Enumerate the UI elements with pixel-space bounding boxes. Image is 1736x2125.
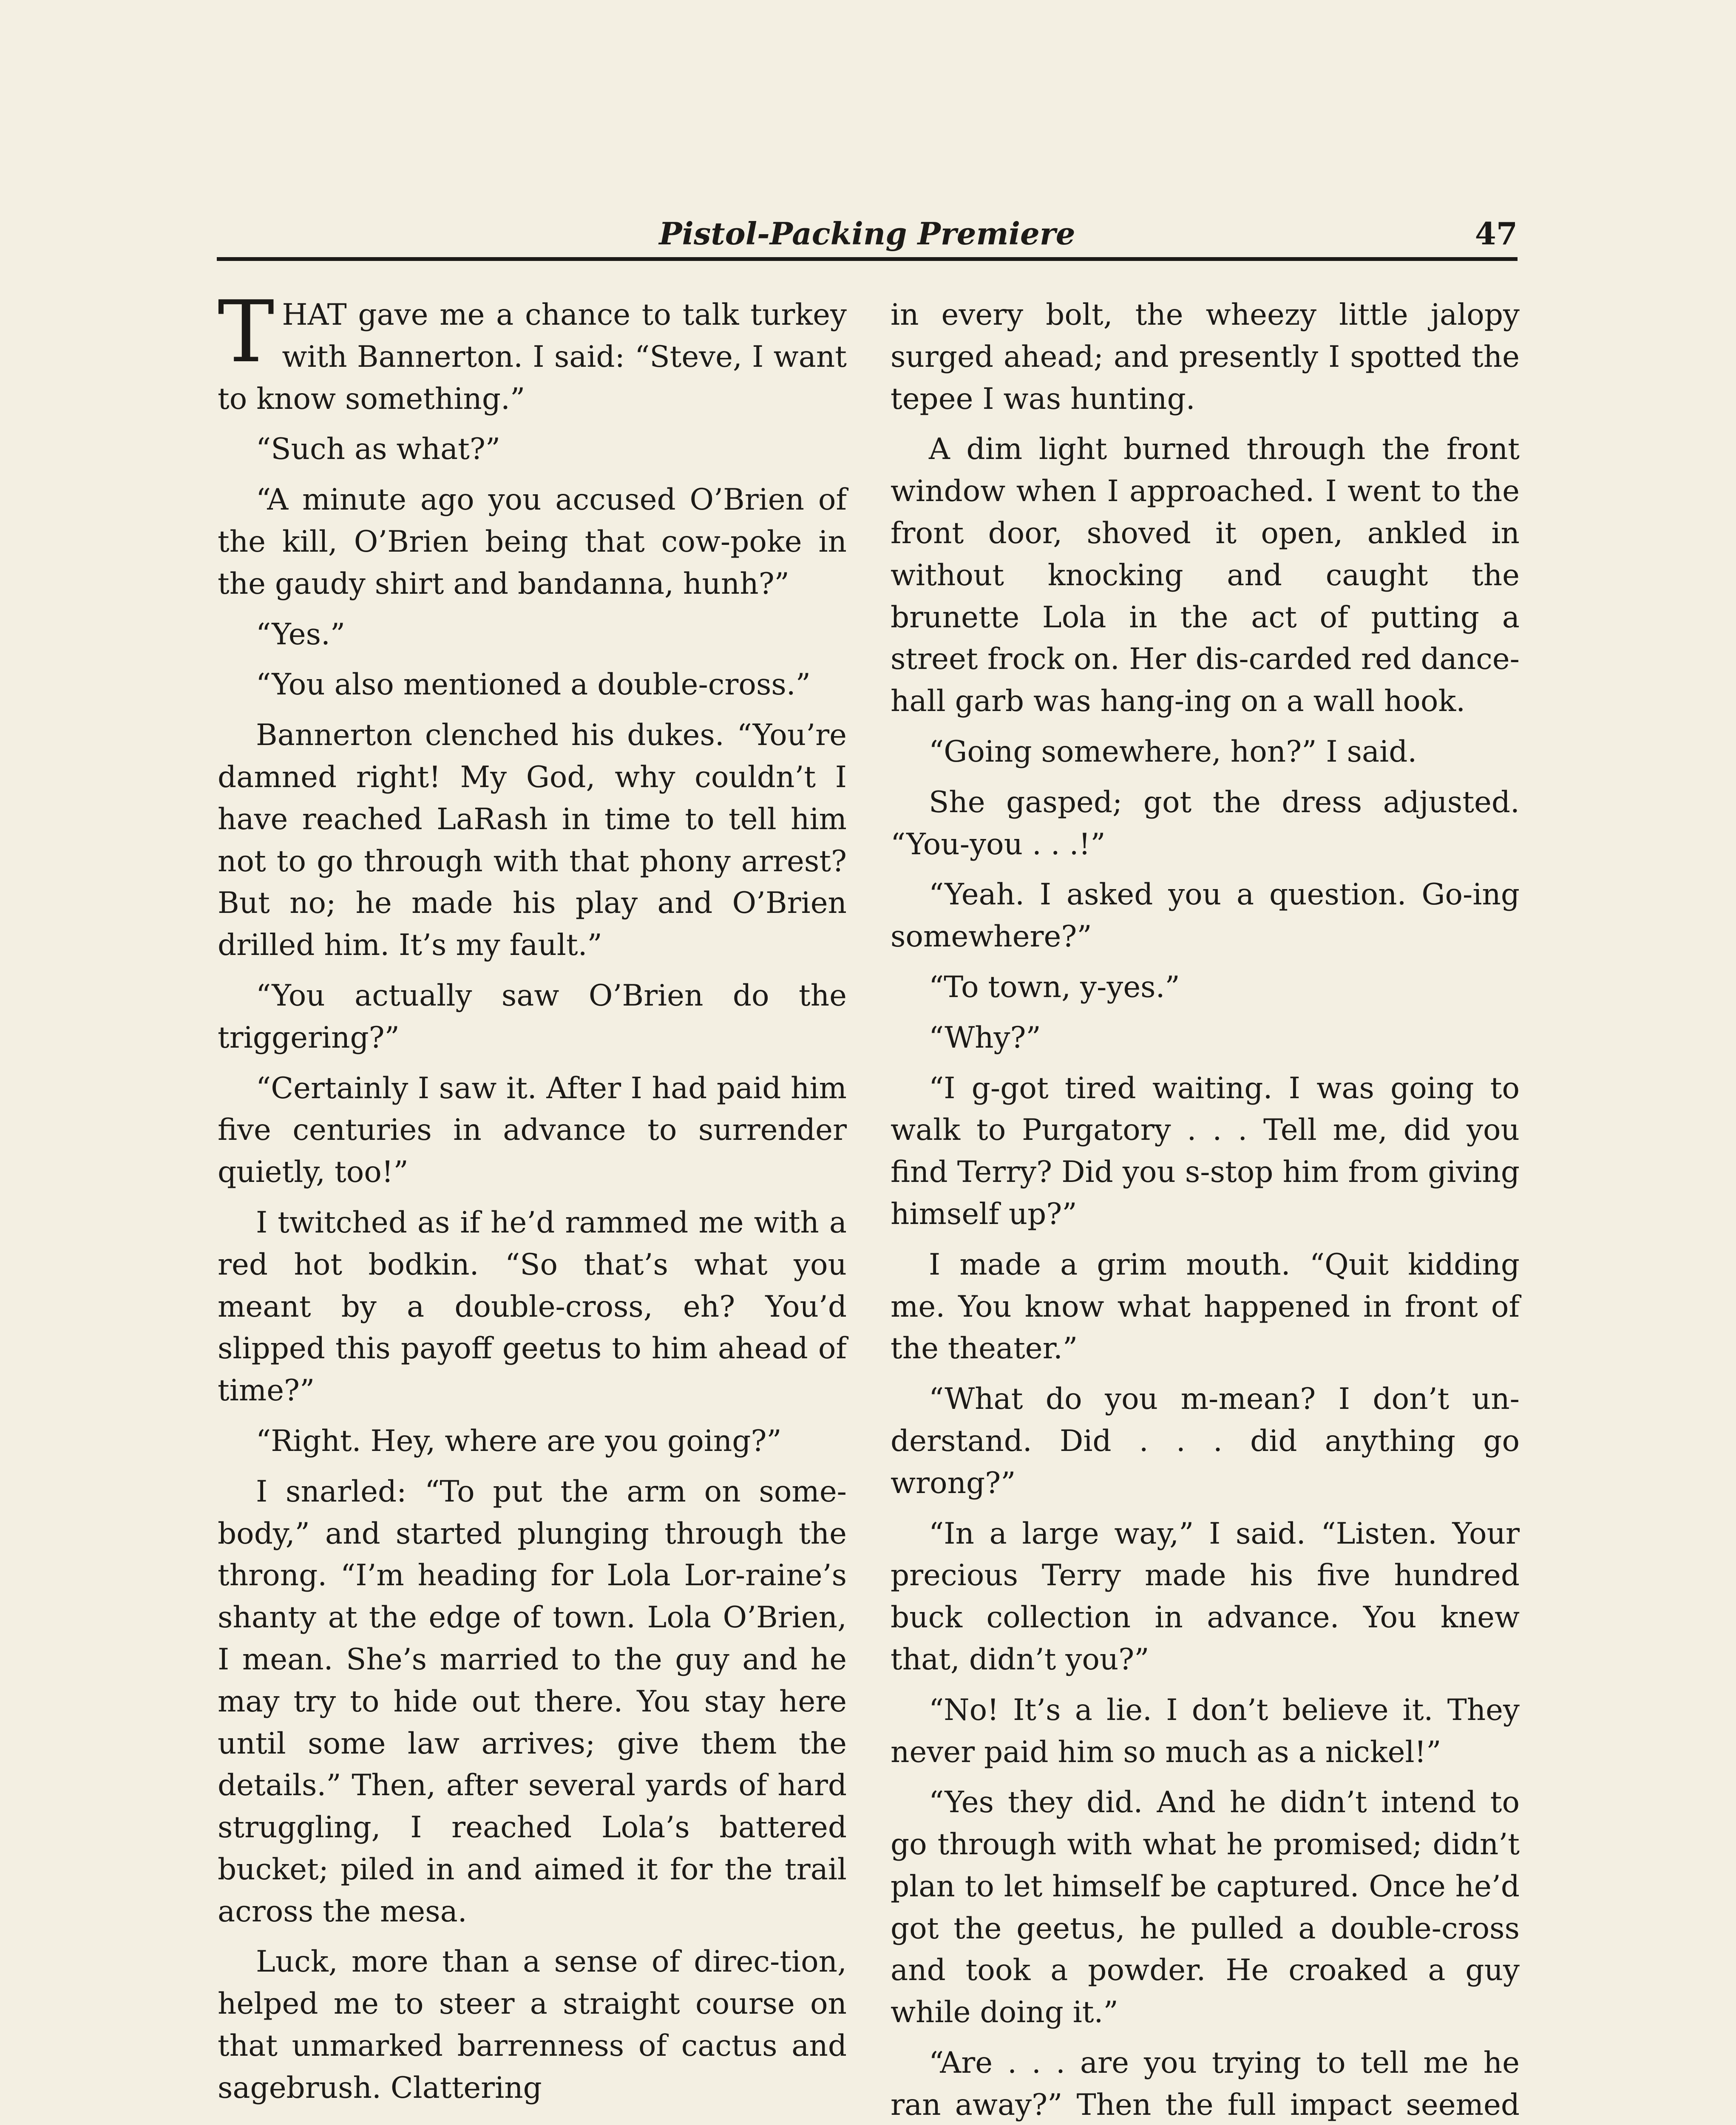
paragraph: “Yes.”	[256, 617, 346, 652]
paragraph: “You also mentioned a double-cross.”	[256, 668, 811, 702]
paragraph: I snarled: “To put the arm on some-body,” and started plunging through the throng. “I’m heading for Lola Lor-raine’s shanty at the edge of town. Lola O’Brien, I mean. She’s married to the guy and he may try to hide out there. You stay here until some law arrives; give them the details.” Then, after several yards of hard struggling, I reached Lola’s battered bucket; piled in and aimed it for the trail across the mesa.	[218, 1474, 847, 1929]
drop-cap: T	[218, 283, 275, 382]
paragraph: Luck, more than a sense of direc-tion, helped me to steer a straight course on that unmarked barrenness of cactus and sagebrush. Clattering	[218, 1945, 847, 2105]
story-title: Pistol-Packing Premiere	[659, 215, 1075, 252]
paragraph-text: HAT gave me a chance to talk turkey with Bannerton. I said: “Steve, I want to know something.”	[218, 298, 847, 416]
paragraph: I made a grim mouth. “Quit kidding me. You know what happened in front of the theater.”	[891, 1247, 1520, 1366]
paragraph: A dim light burned through the front window when I approached. I went to the front door, shoved it open, ankled in without knocking and caught the brunette Lola in the act of putting a street frock on. Her dis-carded red dance-hall garb was hang-ing on a wall hook.	[891, 432, 1520, 719]
paragraph: “I g-got tired waiting. I was going to walk to Purgatory . . . Tell me, did you find Terry? Did you s-stop him from giving himself up?”	[891, 1071, 1520, 1231]
paragraph: “You actually saw O’Brien do the triggering?”	[218, 978, 847, 1055]
left-column	[218, 283, 847, 2118]
paragraph: She gasped; got the dress adjusted. “You-you . . .!”	[891, 785, 1520, 861]
paragraph: “Such as what?”	[256, 432, 501, 467]
right-column	[891, 294, 1520, 2125]
paragraph: “In a large way,” I said. “Listen. Your precious Terry made his five hundred buck collection in advance. You knew that, didn’t you?”	[891, 1516, 1520, 1677]
paragraph: “What do you m-mean? I don’t un-derstand. Did . . . did anything go wrong?”	[891, 1382, 1520, 1500]
paragraph: “Going somewhere, hon?” I said.	[929, 734, 1417, 769]
paragraph: I twitched as if he’d rammed me with a red hot bodkin. “So that’s what you meant by a double-cross, eh? You’d slipped this payoff geetus to him ahead of time?”	[218, 1205, 847, 1408]
paragraph: “No! It’s a lie. I don’t believe it. They never paid him so much as a nickel!”	[891, 1693, 1520, 1769]
paragraph: “A minute ago you accused O’Brien of the kill, O’Brien being that cow-poke in the gaudy shirt and bandanna, hunh?”	[218, 483, 847, 601]
paragraph: “Why?”	[929, 1020, 1041, 1055]
paragraph: “To town, y-yes.”	[929, 970, 1180, 1004]
page-number: 47	[1475, 215, 1518, 252]
paragraph: “Right. Hey, where are you going?”	[256, 1424, 782, 1458]
paragraph: “Yeah. I asked you a question. Go-ing somewhere?”	[891, 878, 1520, 954]
paragraph: Bannerton clenched his dukes. “You’re damned right! My God, why couldn’t I have reached LaRash in time to tell him not to go through with that phony arrest? But no; he made his play and O’Brien drilled him. It’s my fault.”	[218, 718, 847, 963]
running-header	[217, 212, 1518, 259]
header-rule	[217, 257, 1518, 261]
paragraph: “Certainly I saw it. After I had paid him five centuries in advance to surrender quietly, too!”	[218, 1071, 847, 1190]
paragraph-continuation: in every bolt, the wheezy little jalopy surged ahead; and presently I spotted the tepee I was hunting.	[891, 298, 1520, 416]
paragraph	[218, 283, 847, 420]
paragraph: “Are . . . are you trying to tell me he ran away?” Then the full impact seemed	[891, 2046, 1520, 2122]
paragraph: “Yes they did. And he didn’t intend to go through with what he promised; didn’t plan to let himself be captured. Once he’d got the geetus, he pulled a double-cross and took a powder. He croaked a guy while doing it.”	[891, 1785, 1520, 2030]
